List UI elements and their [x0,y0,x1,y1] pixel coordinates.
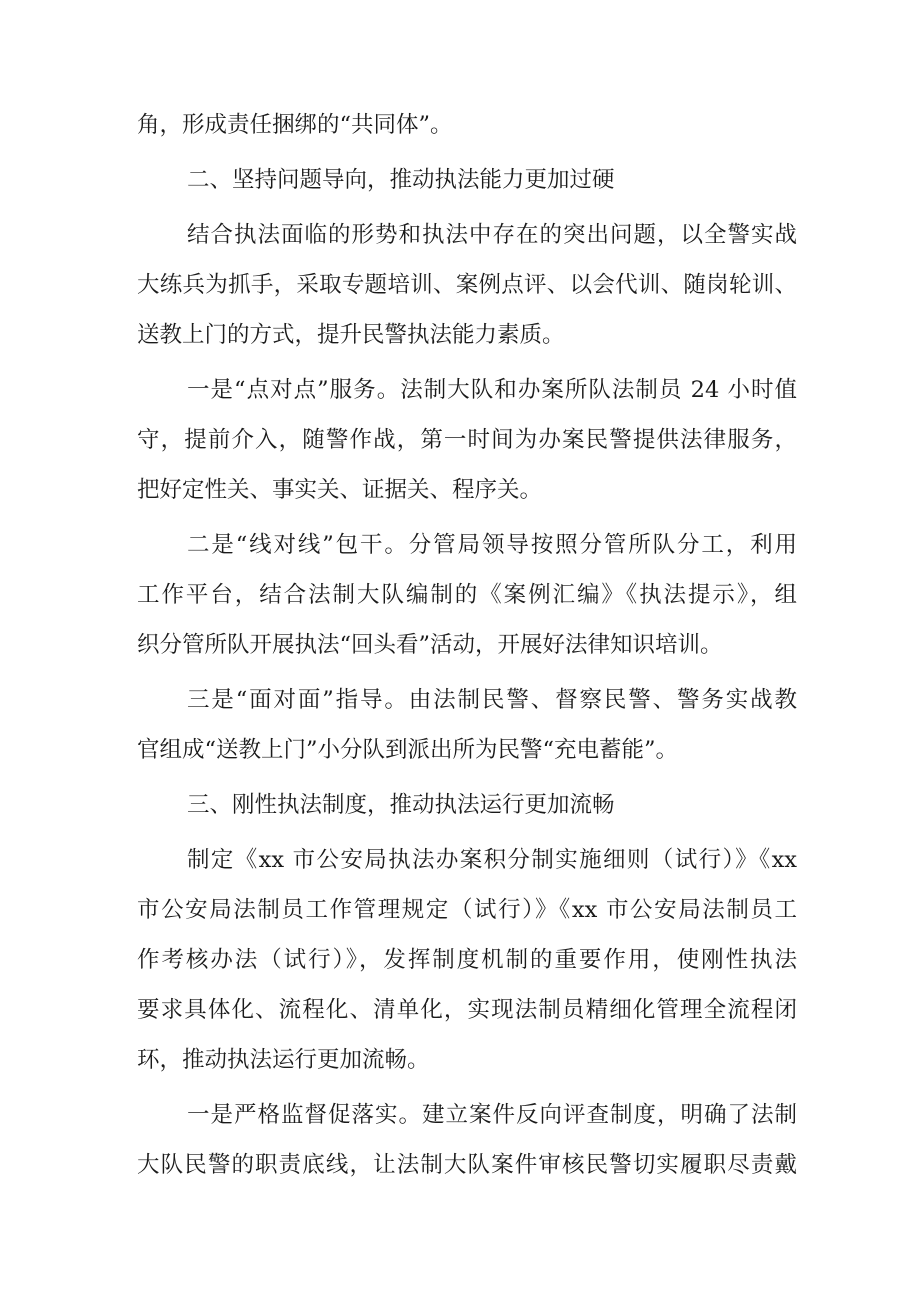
paragraph-line: 要求具体化、流程化、清单化，实现法制员精细化管理全流程闭 [137,997,797,1023]
paragraph-line: 一是严格监督促落实。建立案件反向评查制度，明确了法制 [187,1102,797,1128]
paragraph-line: 官组成“送教上门”小分队到派出所为民警“充电蓄能”。 [137,737,679,763]
paragraph-line: 角，形成责任捆绑的“共同体”。 [137,112,453,138]
paragraph-line: 市公安局法制员工作管理规定（试行）》《xx 市公安局法制员工 [137,897,797,923]
paragraph-line: 织分管所队开展执法“回头看”活动，开展好法律知识培训。 [137,632,723,658]
paragraph-line: 送教上门的方式，提升民警执法能力素质。 [137,322,565,348]
paragraph-line: 大队民警的职责底线，让法制大队案件审核民警切实履职尽责戴 [137,1152,797,1178]
paragraph-line: 环，推动执法运行更加流畅。 [137,1047,430,1073]
paragraph-line: 大练兵为抓手，采取专题培训、案例点评、以会代训、随岗轮训、 [137,272,797,298]
section-heading-3: 三、刚性执法制度，推动执法运行更加流畅 [187,792,615,818]
section-heading-2: 二、坚持问题导向，推动执法能力更加过硬 [187,167,615,193]
paragraph-line: 把好定性关、事实关、证据关、程序关。 [137,477,543,503]
paragraph-line: 制定《xx 市公安局执法办案积分制实施细则（试行）》《xx [187,847,797,873]
paragraph-line: 守，提前介入，随警作战，第一时间为办案民警提供法律服务， [137,427,797,453]
paragraph-line: 三是“面对面”指导。由法制民警、督察民警、警务实战教 [187,687,797,713]
paragraph-line: 二是“线对线”包干。分管局领导按照分管所队分工，利用 [187,532,797,558]
paragraph-line: 作考核办法（试行）》，发挥制度机制的重要作用，使刚性执法 [137,947,797,973]
paragraph-line: 结合执法面临的形势和执法中存在的突出问题，以全警实战 [187,222,797,248]
paragraph-line: 工作平台，结合法制大队编制的《案例汇编》《执法提示》，组 [137,582,797,608]
paragraph-line: 一是“点对点”服务。法制大队和办案所队法制员 24 小时值 [187,377,797,403]
